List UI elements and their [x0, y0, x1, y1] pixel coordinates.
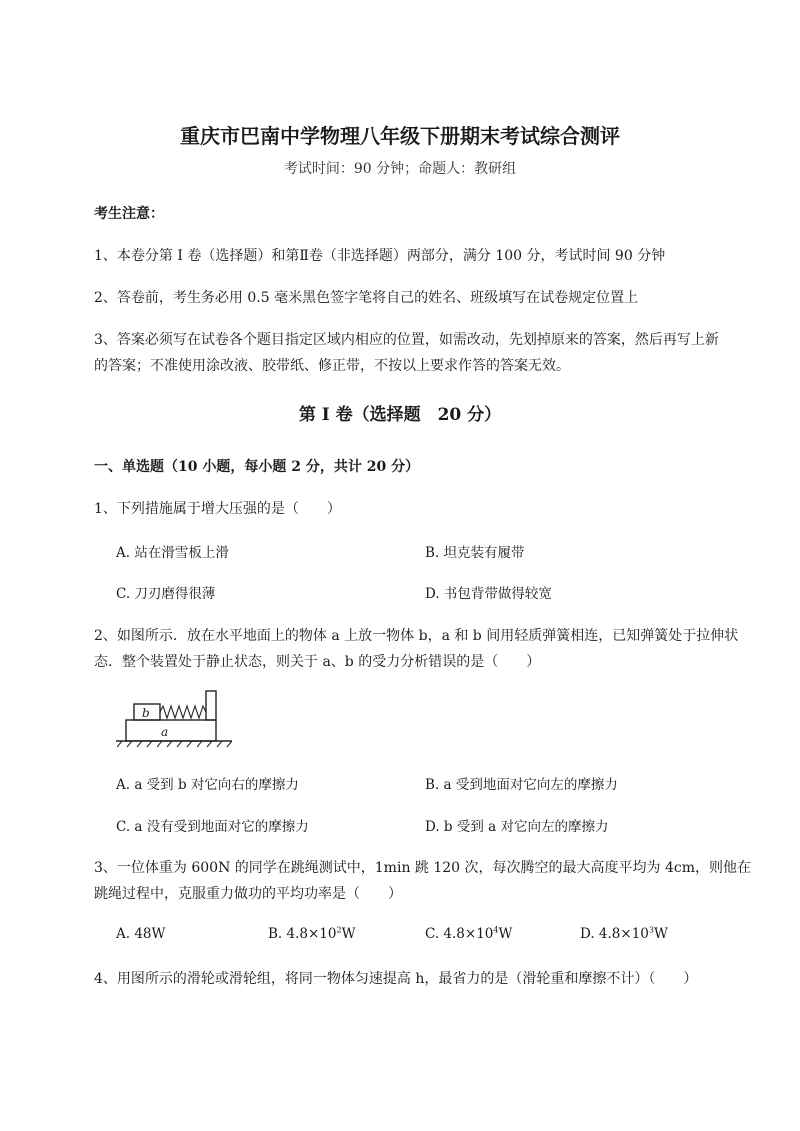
ground-hatching	[117, 741, 232, 747]
question-3-option-d[interactable]	[580, 926, 668, 942]
exam-title: 重庆市巴南中学物理八年级下册期末考试综合测评	[180, 124, 620, 148]
notice-item-1: 1、本卷分第 I 卷（选择题）和第Ⅱ卷（非选择题）两部分，满分 100 分，考试时间 90 分钟	[94, 248, 666, 264]
question-4-stem: 4、用图所示的滑轮或滑轮组，将同一物体匀速提高 h，最省力的是（滑轮重和摩擦不计）（ ）	[94, 971, 698, 987]
notice-item-3-cont: 的答案；不准使用涂改液、胶带纸、修正带，不按以上要求作答的答案无效。	[94, 358, 570, 374]
question-3-option-c[interactable]	[425, 926, 512, 942]
question-1-option-b[interactable]: B. 坦克装有履带	[425, 545, 525, 561]
question-3-option-b[interactable]	[268, 926, 355, 942]
option-d-unit: W	[653, 926, 668, 942]
option-b-base: B. 4.8×10	[268, 926, 337, 942]
block-b-label: b	[142, 706, 150, 720]
spring-block-figure	[112, 686, 236, 748]
question-2-option-b[interactable]: B. a 受到地面对它向左的摩擦力	[425, 777, 618, 793]
question-1-option-a[interactable]: A. 站在滑雪板上滑	[116, 545, 229, 561]
question-3-stem-line2: 跳绳过程中，克服重力做功的平均功率是（ ）	[94, 886, 402, 902]
question-3-option-a[interactable]	[116, 926, 165, 942]
spring	[160, 706, 206, 718]
question-2-option-c[interactable]: C. a 没有受到地面对它的摩擦力	[116, 819, 309, 835]
notice-item-2: 2、答卷前，考生务必用 0.5 毫米黑色签字笔将自己的姓名、班级填写在试卷规定位置上	[94, 290, 639, 306]
option-d-base: D. 4.8×10	[580, 926, 649, 942]
block-a-label: a	[161, 725, 169, 739]
block-a	[126, 720, 216, 741]
option-a-base: A. 48W	[116, 926, 166, 942]
option-b-unit: W	[341, 926, 356, 942]
question-2-stem-line2: 态．整个装置处于静止状态，则关于 a、b 的受力分析错误的是（ ）	[94, 654, 541, 670]
question-1-stem: 1、下列措施属于增大压强的是（ ）	[94, 501, 341, 517]
notice-item-3: 3、答案必须写在试卷各个题目指定区域内相应的位置，如需改动，先划掉原来的答案，然后再写上新	[94, 332, 719, 348]
question-3-stem-line1: 3、一位体重为 600N 的同学在跳绳测试中，1min 跳 120 次，每次腾空的最大高度平均为 4cm，则他在	[94, 860, 751, 876]
option-d-exponent: 3	[648, 925, 654, 935]
option-c-unit: W	[498, 926, 513, 942]
part-heading: 一、单选题（10 小题，每小题 2 分，共计 20 分）	[94, 459, 420, 475]
question-2-stem-line1: 2、如图所示．放在水平地面上的物体 a 上放一物体 b，a 和 b 间用轻质弹簧相连，已知弹簧处于拉伸状	[94, 628, 739, 644]
option-c-exponent: 4	[493, 925, 499, 935]
question-2-option-d[interactable]: D. b 受到 a 对它向左的摩擦力	[425, 819, 609, 835]
exam-subtitle: 考试时间：90 分钟；命题人：教研组	[283, 161, 517, 177]
notice-heading: 考生注意：	[94, 206, 164, 222]
option-c-base: C. 4.8×10	[425, 926, 494, 942]
block-a-wall	[206, 691, 216, 720]
question-1-option-d[interactable]: D. 书包背带做得较宽	[425, 586, 552, 602]
option-b-exponent: 2	[336, 925, 342, 935]
section-title: 第 I 卷（选择题 20 分）	[298, 405, 502, 425]
question-2-option-a[interactable]: A. a 受到 b 对它向右的摩擦力	[116, 777, 299, 793]
question-1-option-c[interactable]: C. 刀刃磨得很薄	[116, 586, 216, 602]
